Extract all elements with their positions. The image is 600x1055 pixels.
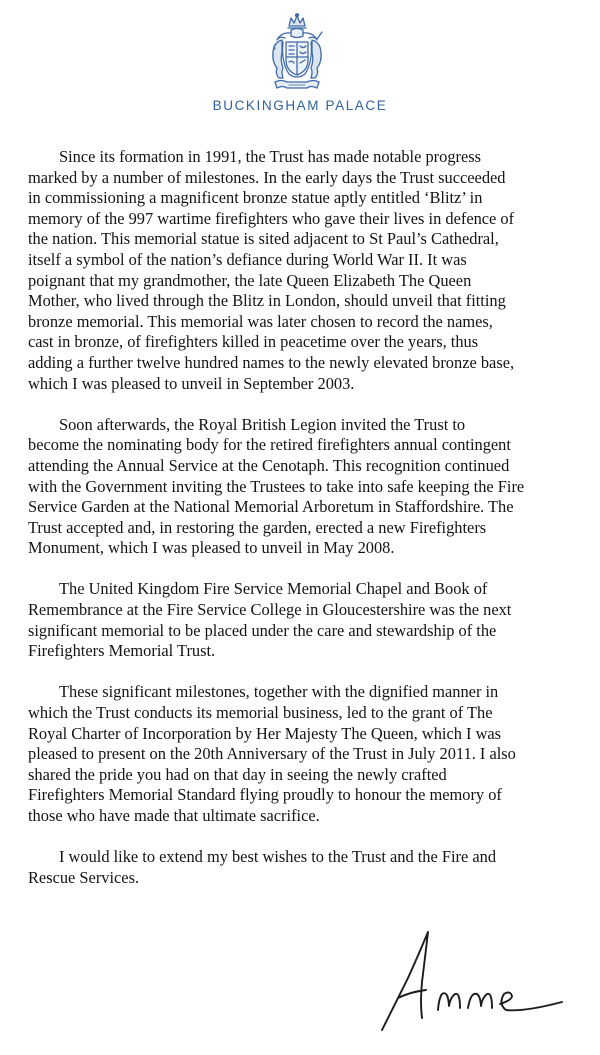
letter-body (28, 147, 588, 909)
letter-paragraph: The United Kingdom Fire Service Memorial Chapel and Book of Remembrance at the Fire Service College in Gloucestershire was the next significant memorial to be placed under the care and stewardship of the Firefighters Memorial Trust. (28, 579, 512, 661)
letter-paragraph: I would like to extend my best wishes to the Trust and the Fire and Rescue Services. (28, 847, 497, 887)
letter-paragraph: Soon afterwards, the Royal British Legion invited the Trust to become the nominating body for the retired firefighters annual contingent attending the Annual Service at the Cenotaph. This recognition continued with the Government inviting the Trustees to take into safe keeping the Fire Service Garden at the National Memorial Arboretum in Staffordshire. The Trust accepted and, in restoring the garden, erected a new Firefighters Monument, which I was pleased to unveil in May 2008. (28, 414, 525, 558)
handwritten-signature-icon (378, 918, 564, 1038)
letter-paragraph: These significant milestones, together with the dignified manner in which the Trust conducts its memorial business, led to the grant of The Royal Charter of Incorporation by Her Majesty The Queen, which I was pleased to present on the 20th Anniversary of the Trust in July 2011. I also shared the pride you had on that day in seeing the newly crafted Firefighters Memorial Standard flying proudly to honour the memory of those who have made that ultimate sacrifice. (28, 682, 516, 825)
royal-coat-of-arms-icon (265, 12, 329, 94)
letter-paragraph: Since its formation in 1991, the Trust has made notable progress marked by a number of milestones. In the early days the Trust succeeded in commissioning a magnificent bronze statue aptly entitled ‘Blitz’ in memory of the 997 wartime firefighters who gave their lives in defence of the nation. This memorial statue is sited adjacent to St Paul’s Cathedral, itself a symbol of the nation’s defiance during World War II. It was poignant that my grandmother, the late Queen Elizabeth The Queen Mother, who lived through the Blitz in London, should unveil that fitting bronze memorial. This memorial was later chosen to record the names, cast in bronze, of firefighters killed in peacetime over the years, thus adding a further twelve hundred names to the newly elevated bronze base, which I was pleased to unveil in September 2003. (28, 147, 515, 393)
letterhead-address: BUCKINGHAM PALACE (212, 98, 388, 113)
